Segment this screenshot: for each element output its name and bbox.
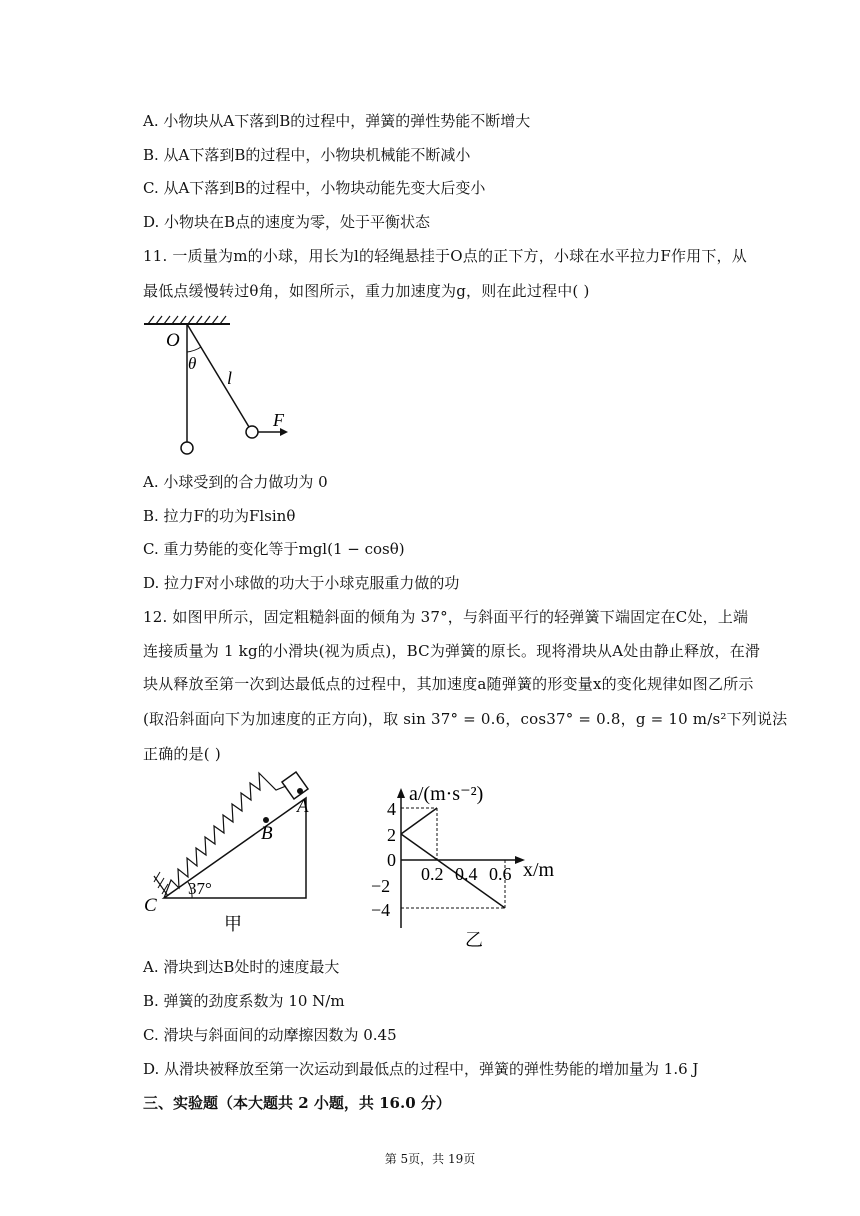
q11-stem-line-1: 11. 一质量为m的小球，用长为l的轻绳悬挂于O点的正下方，小球在水平拉力F作用下，从 — [143, 247, 747, 265]
q12-stem-line-3: 块从释放至第一次到达最低点的过程中，其加速度a随弹簧的形变量x的变化规律如图乙所示 — [143, 675, 754, 693]
q12-option-b: B. 弹簧的劲度系数为 10 N/m — [143, 992, 345, 1010]
q11-stem-line-2: 最低点缓慢转过θ角，如图所示，重力加速度为g，则在此过程中( ) — [143, 282, 590, 300]
point-a-dot — [297, 788, 303, 794]
y-tick-neg2: −2 — [371, 876, 391, 896]
q12-option-c: C. 滑块与斜面间的动摩擦因数为 0.45 — [143, 1026, 397, 1044]
label-l: l — [227, 368, 233, 388]
q12-stem-line-2: 连接质量为 1 kg的小滑块(视为质点)，BC为弹簧的原长。现将滑块从A处由静止释放，在滑 — [143, 642, 761, 660]
y-tick-neg4: −4 — [371, 900, 391, 920]
pendulum-figure — [140, 312, 300, 457]
q11-option-d: D. 拉力F对小球做的功大于小球克服重力做的功 — [143, 574, 460, 592]
q10-option-d: D. 小物块在B点的速度为零，处于平衡状态 — [143, 213, 431, 231]
incline-triangle — [164, 798, 306, 898]
label-f: F — [273, 410, 284, 430]
tilted-rope — [187, 324, 249, 427]
label-a: A — [297, 796, 309, 817]
y-axis-label: a/(m·s⁻²) — [409, 783, 484, 805]
x-tick-0.4: 0.4 — [455, 864, 478, 884]
page-footer: 第 5页，共 19页 — [384, 1152, 476, 1166]
q10-option-a: A. 小物块从A下落到B的过程中，弹簧的弹性势能不断增大 — [143, 112, 531, 130]
slider-block — [282, 772, 308, 799]
label-c: C — [144, 895, 157, 916]
label-b: B — [261, 823, 273, 844]
section-title: 三、实验题（本大题共 2 小题，共 16.0 分） — [143, 1094, 451, 1112]
q12-option-d: D. 从滑块被释放至第一次运动到最低点的过程中，弹簧的弹性势能的增加量为 1.6 J — [143, 1060, 699, 1078]
y-tick-0: 0 — [387, 850, 396, 870]
ball-bottom — [181, 442, 193, 454]
q12-stem-line-1: 12. 如图甲所示，固定粗糙斜面的倾角为 37°，与斜面平行的轻弹簧下端固定在C处，上端 — [143, 608, 749, 626]
incline-figure — [140, 768, 320, 938]
x-tick-0.2: 0.2 — [421, 864, 444, 884]
label-theta: θ — [188, 354, 197, 373]
q11-option-c: C. 重力势能的变化等于mgl(1 − cosθ) — [143, 540, 405, 558]
graph-line-rising — [401, 808, 437, 834]
q11-option-a: A. 小球受到的合力做功为 0 — [143, 473, 328, 491]
y-tick-2: 2 — [387, 825, 396, 845]
q11-option-b: B. 拉力F的功为Flsinθ — [143, 507, 296, 525]
label-o: O — [166, 330, 180, 351]
q12-stem-line-5: 正确的是( ) — [143, 745, 221, 763]
q12-stem-line-4: (取沿斜面向下为加速度的正方向)，取 sin 37° = 0.6，cos37° = 0.8，g = 10 m/s²下列说法 — [143, 710, 788, 728]
ball-displaced — [246, 426, 258, 438]
q12-option-a: A. 滑块到达B处时的速度最大 — [143, 958, 340, 976]
label-angle: 37° — [188, 879, 212, 898]
y-tick-4: 4 — [387, 799, 396, 819]
caption-yi: 乙 — [465, 930, 483, 950]
caption-jia: 甲 — [224, 914, 242, 934]
x-tick-0.6: 0.6 — [489, 864, 512, 884]
q10-option-b: B. 从A下落到B的过程中，小物块机械能不断减小 — [143, 146, 471, 164]
acceleration-graph — [365, 778, 575, 953]
q10-option-c: C. 从A下落到B的过程中，小物块动能先变大后变小 — [143, 179, 486, 197]
x-axis-label: x/m — [523, 859, 555, 881]
